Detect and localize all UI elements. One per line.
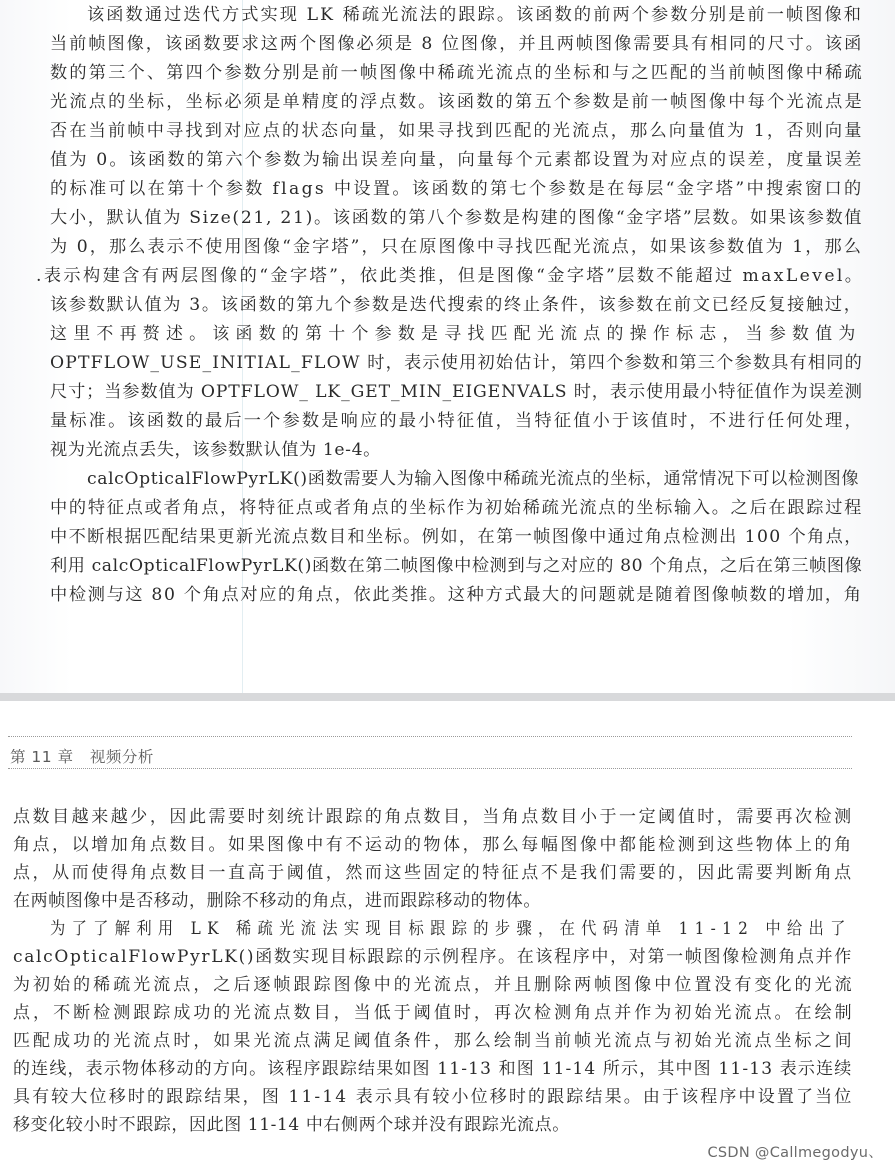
text-line: 利用 calcOpticalFlowPyrLK()函数在第二帧图像中检测到与之对应的 80 个角点，之后在第三帧图像 — [50, 556, 863, 576]
text-line: 视为光流点丢失，该参数默认值为 1e-4。 — [50, 440, 381, 460]
text-line: 光流点的坐标，坐标必须是单精度的浮点数。该函数的第五个参数是前一帧图像中每个光流点是 — [50, 92, 864, 112]
text-line: 角点，以增加角点数目。如果图像中有不运动的物体，那么每幅图像中都能检测到这些物体上的角 — [13, 835, 854, 855]
text-line: 为 0，那么表示不使用图像“金字塔”，只在原图像中寻找匹配光流点，如果该参数值为 1，那么 — [50, 237, 863, 257]
text-line: 为了了解利用 LK 稀疏光流法实现目标跟踪的步骤，在代码清单 11-12 中给出了 — [50, 919, 852, 939]
text-line: 值为 0。该函数的第六个参数为输出误差向量，向量每个元素都设置为对应点的误差，度量误差 — [50, 150, 864, 170]
text-line: 当前帧图像，该函数要求这两个图像必须是 8 位图像，并且两帧图像需要具有相同的尺寸。该函 — [50, 34, 864, 54]
text-line: 点，不断检测跟踪成功的光流点数目，当低于阈值时，再次检测角点并作为初始光流点。在绘制 — [13, 1003, 855, 1023]
scanned-page-bottom — [0, 701, 895, 1162]
text-line: 大小，默认值为 Size(21, 21)。该函数的第八个参数是构建的图像“金字塔”层数。如果该参数值 — [50, 208, 864, 228]
text-line: 匹配成功的光流点时，如果光流点满足阈值条件，那么绘制当前帧光流点与初始光流点坐标之间 — [13, 1031, 855, 1051]
text-line: calcOpticalFlowPyrLK()函数需要人为输入图像中稀疏光流点的坐标，通常情况下可以检测图像 — [87, 469, 860, 489]
text-line: 在两帧图像中是否移动，删除不移动的角点，进而跟踪移动的物体。 — [13, 891, 541, 911]
text-line: 点，从而使得角点数目一直高于阈值，然而这些固定的特征点不是我们需要的，因此需要判断角点 — [13, 863, 854, 883]
chapter-header: 第 11 章 视频分析 — [10, 748, 154, 766]
text-line: 点数目越来越少，因此需要时刻统计跟踪的角点数目，当角点数目小于一定阈值时，需要再次检测 — [13, 807, 854, 827]
text-line: 具有较大位移时的跟踪结果，图 11-14 表示具有较小位移时的跟踪结果。由于该程序中设置了当位 — [13, 1087, 854, 1107]
csdn-watermark: CSDN @Callmegodyu、 — [707, 1145, 883, 1161]
text-line: 否在当前帧中寻找到对应点的状态向量，如果寻找到匹配的光流点，那么向量值为 1，否则向量 — [50, 121, 864, 141]
text-line: 中检测与这 80 个角点对应的角点，依此类推。这种方式最大的问题就是随着图像帧数的增加，角 — [50, 585, 863, 605]
text-line: 该参数默认值为 3。该函数的第九个参数是迭代搜索的终止条件，该参数在前文已经反复接触过， — [50, 295, 863, 315]
text-line: 数的第三个、第四个参数分别是前一帧图像中稀疏光流点的坐标和与之匹配的当前帧图像中稀疏 — [50, 63, 864, 83]
text-line: 量标准。该函数的最后一个参数是响应的最小特征值，当特征值小于该值时，不进行任何处理， — [50, 411, 864, 431]
text-line: 这里不再赘述。该函数的第十个参数是寻找匹配光流点的操作标志，当参数值为 — [50, 324, 862, 344]
header-rule-top — [8, 736, 852, 737]
header-rule-bottom — [8, 768, 852, 769]
text-line: 的标准可以在第十个参数 flags 中设置。该函数的第七个参数是在每层“金字塔”中搜索窗口的 — [50, 179, 864, 199]
text-line: 为初始的稀疏光流点，之后逐帧跟踪图像中的光流点，并且删除两帧图像中位置没有变化的光流 — [13, 975, 855, 995]
text-line: 的连线，表示物体移动的方向。该程序跟踪结果如图 11-13 和图 11-14 所示，其中图 11-13 表示连续 — [13, 1059, 853, 1079]
text-line: OPTFLOW_USE_INITIAL_FLOW 时，表示使用初始估计，第四个参数和第三个参数具有相同的 — [50, 353, 863, 373]
text-line: 中的特征点或者角点，将特征点或者角点的坐标作为初始稀疏光流点的坐标输入。之后在跟踪过程 — [50, 498, 864, 518]
text-line: 移变化较小时不跟踪，因此图 11-14 中右侧两个球并没有跟踪光流点。 — [13, 1115, 570, 1135]
text-line: .表示构建含有两层图像的“金字塔”，依此类推，但是图像“金字塔”层数不能超过 maxLevel。 — [36, 266, 865, 286]
text-line: 中不断根据匹配结果更新光流点数目和坐标。例如，在第一帧图像中通过角点检测出 100 个角点， — [50, 527, 863, 547]
text-line: 该函数通过迭代方式实现 LK 稀疏光流法的跟踪。该函数的前两个参数分别是前一帧图像和 — [87, 5, 864, 25]
text-line: calcOpticalFlowPyrLK()函数实现目标跟踪的示例程序。在该程序中，对第一帧图像检测角点并作 — [13, 947, 853, 967]
text-line: 尺寸；当参数值为 OPTFLOW_ LK_GET_MIN_EIGENVALS 时，表示使用最小特征值作为误差测 — [50, 382, 863, 402]
page-separator — [0, 693, 895, 701]
